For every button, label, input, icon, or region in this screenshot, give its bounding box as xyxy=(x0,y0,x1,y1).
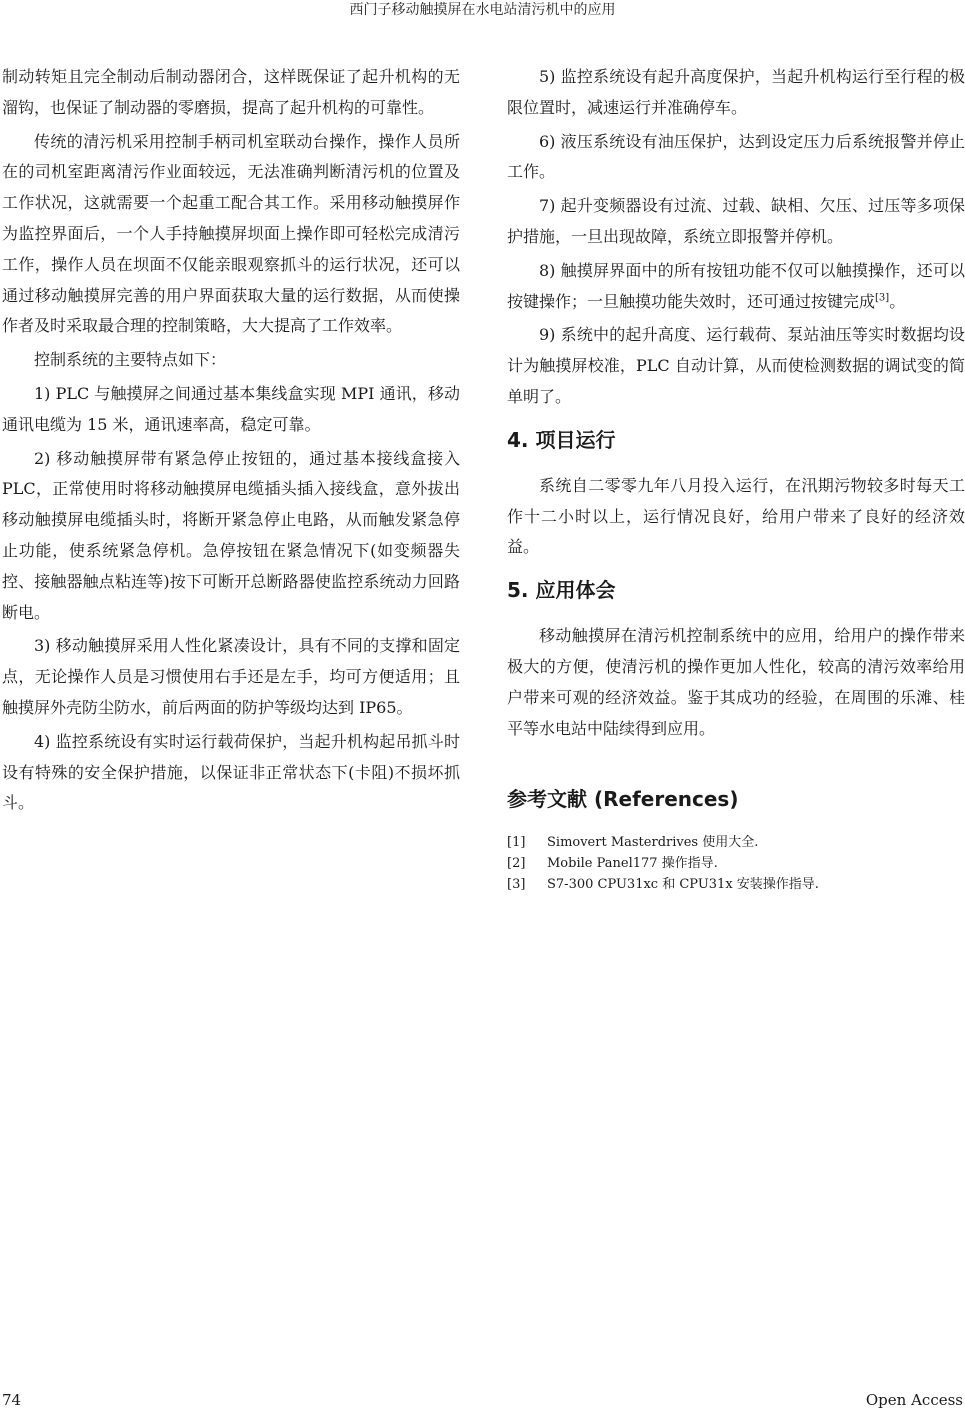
paragraph-traditional-cleaner: 传统的清污机采用控制手柄司机室联动台操作，操作人员所在的司机室距离清污作业面较远，无法准确判断清污机的位置及工作状况，这就需要一个起重工配合其工作。采用移动触摸屏作为监控界面后，一个人手持触摸屏坝面上操作即可轻松完成清污工作，操作人员在坝面不仅能亲眼观察抓斗的运行状况，还可以通过移动触摸屏完善的用户界面获取大量的运行数据，从而使操作者及时采取最合理的控制策略，大大提高了工作效率。 xyxy=(2,131,460,336)
running-header: 西门子移动触摸屏在水电站清污机中的应用 xyxy=(349,2,616,18)
reference-text: S7-300 CPU31xc 和 CPU31x 安装操作指导. xyxy=(547,877,819,893)
section-body-application-experience: 移动触摸屏在清污机控制系统中的应用，给用户的操作带来极大的方便，使清污机的操作更加人性化，较高的清污效率给用户带来可观的经济效益。鉴于其成功的经验，在周围的乐滩、桂平等水电站中陆续得到应用。 xyxy=(507,626,965,738)
reference-text: Mobile Panel177 操作指导. xyxy=(547,856,718,872)
journal-name: Open Access xyxy=(865,1391,963,1409)
feature-item-4: 4) 监控系统设有实时运行载荷保护，当起升机构起吊抓斗时设有特殊的安全保护措施，以保证非正常状态下(卡阻)不损坏抓斗。 xyxy=(2,731,460,813)
feature-item-8-text: 8) 触摸屏界面中的所有按钮功能不仅可以触摸操作，还可以按键操作；一旦触摸功能失效时，还可通过按键完成 xyxy=(507,260,965,311)
feature-item-8 xyxy=(507,256,965,318)
feature-item-7: 7) 起升变频器设有过流、过载、缺相、欠压、过压等多项保护措施，一旦出现故障，系统立即报警并停机。 xyxy=(507,196,965,246)
reference-item xyxy=(507,874,965,895)
reference-number: [3] xyxy=(507,877,526,893)
section-body-project-operation: 系统自二零零九年八月投入运行，在汛期污物较多时每天工作十二小时以上，运行情况良好，给用户带来了良好的经济效益。 xyxy=(507,475,965,557)
paragraph-features-intro: 控制系统的主要特点如下： xyxy=(34,350,227,370)
reference-item xyxy=(507,853,965,874)
reference-number: [2] xyxy=(507,856,526,872)
feature-item-3: 3) 移动触摸屏采用人性化紧凑设计，具有不同的支撑和固定点，无论操作人员是习惯使用右手还是左手，均可方便适用；且触摸屏外壳防尘防水，前后两面的防护等级均达到 IP65。 xyxy=(2,636,460,717)
reference-item xyxy=(507,832,965,853)
paragraph-continuation: 制动转矩且完全制动后制动器闭合，这样既保证了起升机构的无溜钩，也保证了制动器的零磨损，提高了起升机构的可靠性。 xyxy=(2,67,460,117)
reference-list xyxy=(507,832,965,895)
feature-item-1: 1) PLC 与触摸屏之间通过基本集线盒实现 MPI 通讯，移动通讯电缆为 15 米，通讯速率高，稳定可靠。 xyxy=(2,383,460,434)
right-column xyxy=(507,62,965,895)
reference-text: Simovert Masterdrives 使用大全. xyxy=(547,835,759,851)
feature-item-2: 2) 移动触摸屏带有紧急停止按钮的，通过基本接线盒接入 PLC，正常使用时将移动触摸屏电缆插头插入接线盒，意外拔出移动触摸屏电缆插头时，将断开紧急停止电路，从而触发紧急停止功能，使系统紧急停机。急停按钮在紧急情况下(如变频器失控、接触器触点粘连等)按下可断开总断路器使监控系统动力回路断电。 xyxy=(2,448,460,622)
section-heading-project-operation: 4. 项目运行 xyxy=(507,427,616,452)
citation-3: [3] xyxy=(875,292,890,304)
feature-item-8-end: 。 xyxy=(889,291,906,311)
feature-item-9: 9) 系统中的起升高度、运行载荷、泵站油压等实时数据均设计为触摸屏校准，PLC 自动计算，从而使检测数据的调试变的简单明了。 xyxy=(507,325,965,406)
left-column xyxy=(2,62,460,822)
feature-item-6: 6) 液压系统设有油压保护，达到设定压力后系统报警并停止工作。 xyxy=(507,131,965,182)
reference-number: [1] xyxy=(507,835,526,851)
page-number: 74 xyxy=(2,1391,22,1409)
section-heading-application-experience: 5. 应用体会 xyxy=(507,578,616,603)
feature-item-5: 5) 监控系统设有起升高度保护，当起升机构运行至行程的极限位置时，减速运行并准确停车。 xyxy=(507,67,965,117)
references-heading: 参考文献 (References) xyxy=(507,787,739,812)
